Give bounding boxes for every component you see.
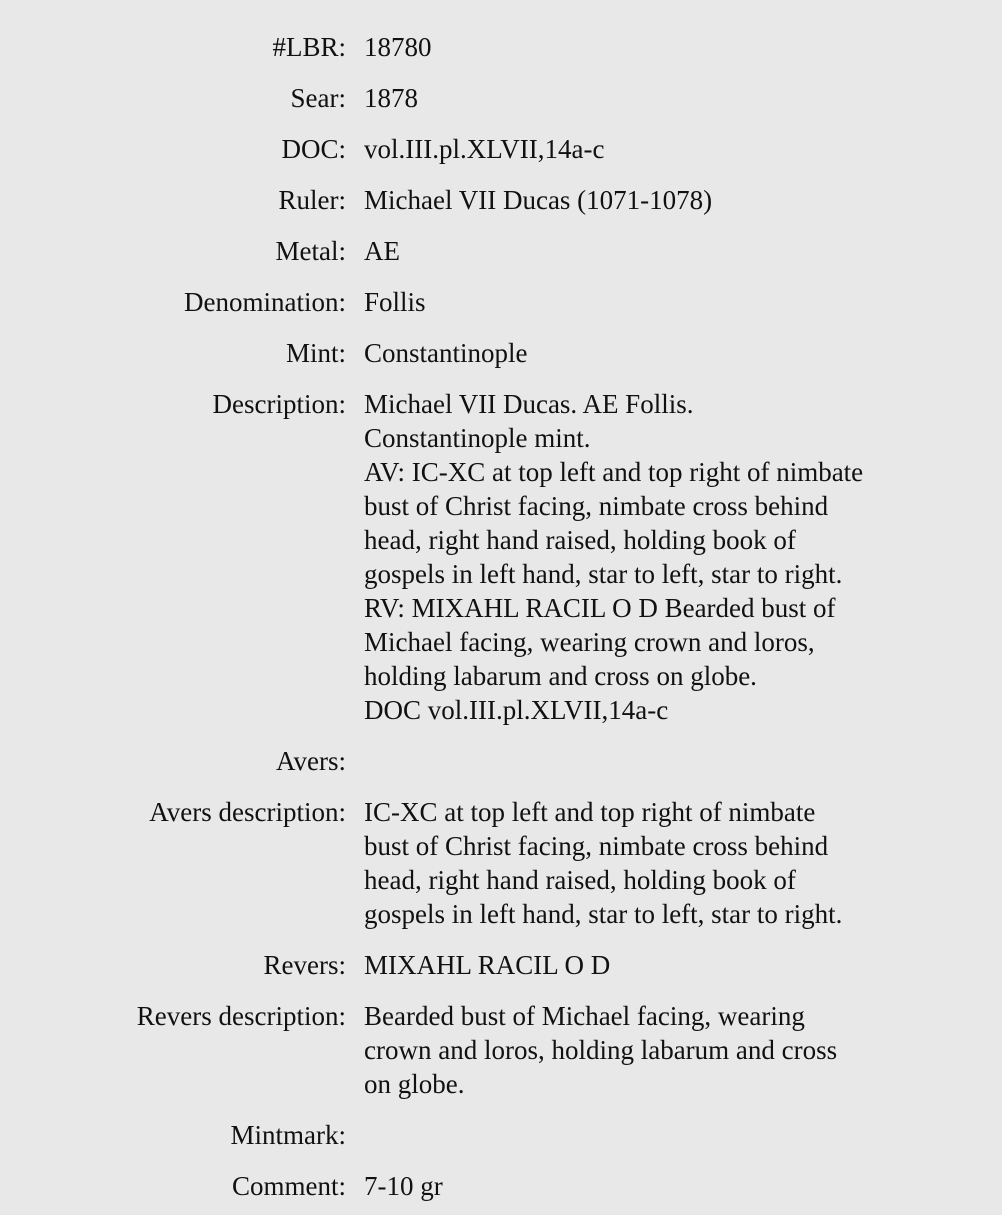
field-mintmark	[0, 1118, 1002, 1152]
field-label: Denomination:	[184, 287, 346, 317]
field-value: 18780	[364, 32, 432, 62]
field-value: Follis	[364, 287, 426, 317]
field-revers	[0, 948, 1002, 982]
field-value: AE	[364, 236, 400, 266]
field-value: vol.III.pl.XLVII,14a-c	[364, 134, 605, 164]
field-label: Avers:	[276, 746, 346, 776]
field-label: Mintmark:	[230, 1120, 346, 1150]
field-value: IC-XC at top left and top right of nimbate bust of Christ facing, nimbate cross behind head, right hand raised, holding book of gospels in left hand, star to left, star to right.	[364, 797, 843, 929]
field-denomination	[0, 285, 1002, 319]
coin-record	[0, 30, 1002, 1215]
field-value: 1878	[364, 83, 418, 113]
field-comment	[0, 1169, 1002, 1203]
field-revers-description	[0, 999, 1002, 1101]
field-description	[0, 387, 1002, 727]
field-label: Revers description:	[136, 1001, 346, 1031]
field-label: Metal:	[275, 236, 346, 266]
field-label: Description:	[212, 389, 346, 419]
field-ruler	[0, 183, 1002, 217]
field-value: MIXAHL RACIL O D	[364, 950, 611, 980]
field-value: Bearded bust of Michael facing, wearing crown and loros, holding labarum and cross on globe.	[364, 1001, 838, 1099]
field-avers-description	[0, 795, 1002, 931]
field-mint	[0, 336, 1002, 370]
field-value: Michael VII Ducas. AE Follis. Constantinople mint. AV: IC-XC at top left and top right of nimbate bust of Christ facing, nimbate cross behind head, right hand raised, holding book of gospels in left hand, star to left, star to right. RV: MIXAHL RACIL O D Bearded bust of Michael facing, wearing crown and loros, holding labarum and cross on globe. DOC vol.III.pl.XLVII,14a-c	[364, 389, 864, 725]
field-metal	[0, 234, 1002, 268]
field-label: Sear:	[290, 83, 346, 113]
field-lbr	[0, 30, 1002, 64]
field-label: Revers:	[263, 950, 346, 980]
field-label: DOC:	[281, 134, 346, 164]
field-doc	[0, 132, 1002, 166]
field-avers	[0, 744, 1002, 778]
field-sear	[0, 81, 1002, 115]
field-label: Ruler:	[278, 185, 346, 215]
field-value: Constantinople	[364, 338, 528, 368]
field-value: 7-10 gr	[364, 1171, 443, 1201]
field-label: Avers description:	[149, 797, 346, 827]
field-value: Michael VII Ducas (1071-1078)	[364, 185, 713, 215]
field-label: Comment:	[232, 1171, 346, 1201]
field-label: Mint:	[285, 338, 346, 368]
field-label: #LBR:	[272, 32, 346, 62]
